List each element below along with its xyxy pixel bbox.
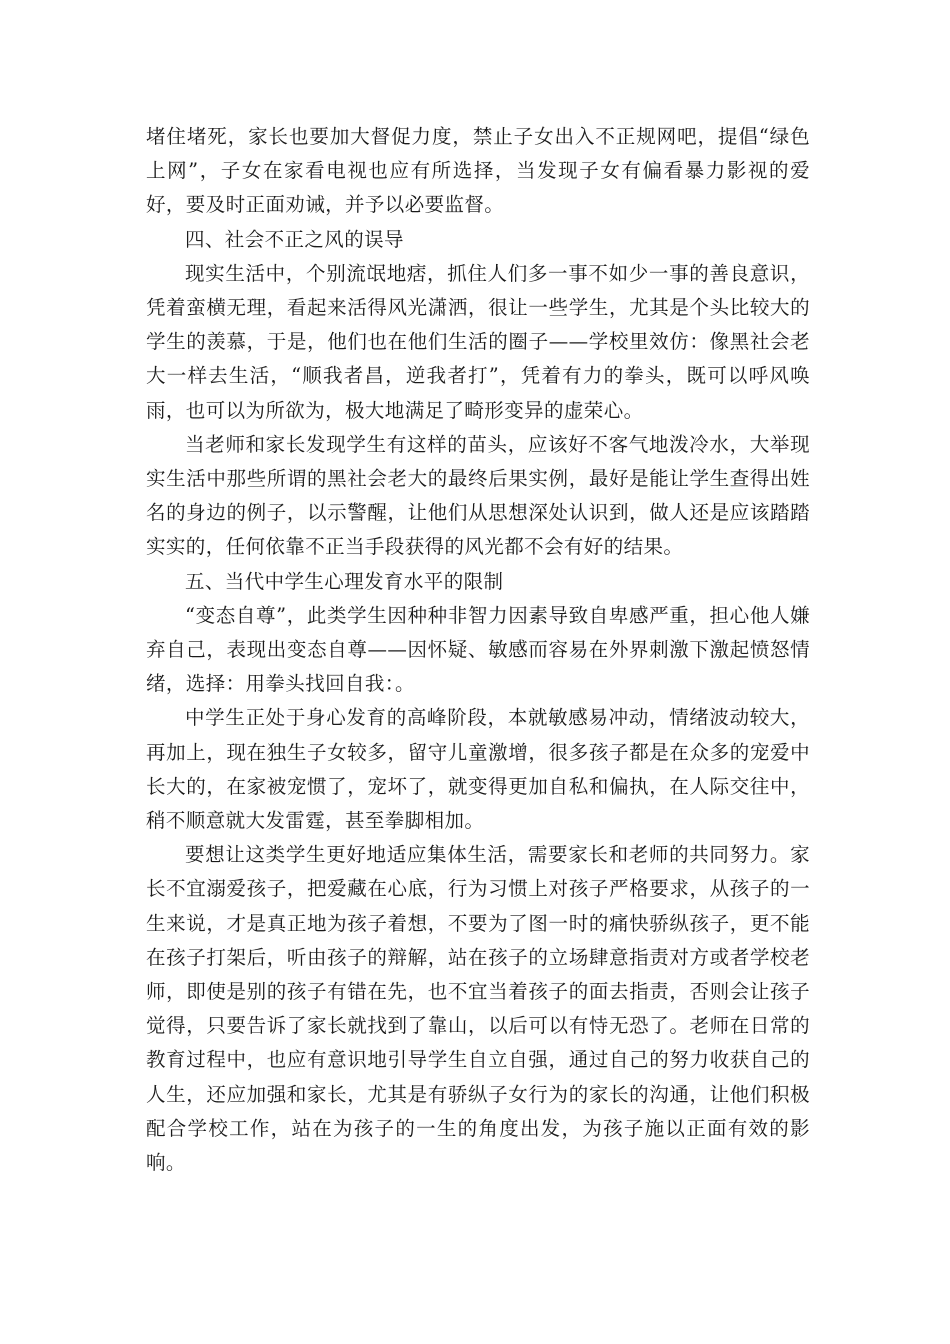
paragraph: 当老师和家长发现学生有这样的苗头，应该好不客气地泼冷水，大举现实生活中那些所谓的黑社会老大的最终后果实例，最好是能让学生查得出姓名的身边的例子，以示警醒，让他们从思想深处认识到，做人还是应该踏踏实实的，任何依靠不正当手段获得的风光都不会有好的结果。 <box>146 432 810 559</box>
section-heading-4: 四、社会不正之风的误导 <box>185 227 404 251</box>
document-body <box>146 120 810 1180</box>
paragraph: 堵住堵死，家长也要加大督促力度，禁止子女出入不正规网吧，提倡“绿色上网”，子女在家看电视也应有所选择，当发现子女有偏看暴力影视的爱好，要及时正面劝诫，并予以必要监督。 <box>146 125 810 217</box>
paragraph: 现实生活中，个别流氓地痞，抓住人们多一事不如少一事的善良意识，凭着蛮横无理，看起来活得风光潇洒，很让一些学生，尤其是个头比较大的学生的羡慕，于是，他们也在他们生活的圈子——学校里效仿：像黑社会老大一样去生活，“顺我者昌，逆我者打”，凭着有力的拳头，既可以呼风唤雨，也可以为所欲为，极大地满足了畸形变异的虚荣心。 <box>146 261 810 422</box>
paragraph: 中学生正处于身心发育的高峰阶段，本就敏感易冲动，情绪波动较大，再加上，现在独生子女较多，留守儿童激增，很多孩子都是在众多的宠爱中长大的，在家被宠惯了，宠坏了，就变得更加自私和偏执，在人际交往中，稍不顺意就大发雷霆，甚至拳脚相加。 <box>146 706 810 833</box>
paragraph: “变态自尊”，此类学生因种种非智力因素导致自卑感严重，担心他人嫌弃自己，表现出变态自尊——因怀疑、敏感而容易在外界刺激下激起愤怒情绪，选择：用拳头找回自我：。 <box>146 603 810 696</box>
paragraph: 要想让这类学生更好地适应集体生活，需要家长和老师的共同努力。家长不宜溺爱孩子，把爱藏在心底，行为习惯上对孩子严格要求，从孩子的一生来说，才是真正地为孩子着想，不要为了图一时的痛快骄纵孩子，更不能在孩子打架后，听由孩子的辩解，站在孩子的立场肆意指责对方或者学校老师，即使是别的孩子有错在先，也不宜当着孩子的面去指责，否则会让孩子觉得，只要告诉了家长就找到了靠山，以后可以有恃无恐了。老师在日常的教育过程中，也应有意识地引导学生自立自强，通过自己的努力收获自己的人生，还应加强和家长，尤其是有骄纵子女行为的家长的沟通，让他们积极配合学校工作，站在为孩子的一生的角度出发，为孩子施以正面有效的影响。 <box>146 843 810 1175</box>
section-heading-5: 五、当代中学生心理发育水平的限制 <box>185 569 504 593</box>
